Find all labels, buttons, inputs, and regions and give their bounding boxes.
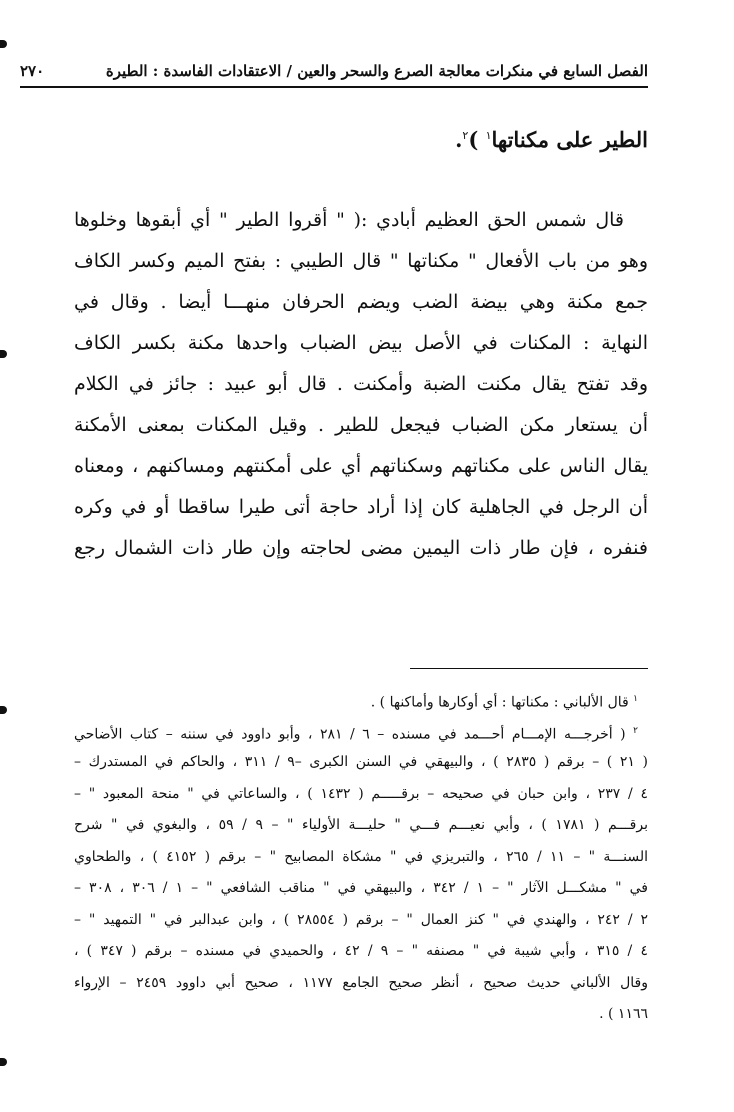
footnote-1 — [74, 684, 648, 716]
footnote-1-text: قال الألباني : مكناتها : أي أوكارها وأماكنها ) . — [370, 694, 629, 711]
footnote-2-line: برقـــم ( ١٧٨١ ) ، وأبي نعيـــم فـــي " حليـــة الأولياء " – ٩ / ٥٩ ، والبغوي في " شرح — [74, 817, 648, 833]
body-line: فنفره ، فإن طار ذات اليمين مضى لحاجته وإن طار ذات الشمال رجع — [74, 537, 648, 559]
footnote-2-marker: ٢ — [633, 725, 639, 736]
page-number: ٢٧٠ — [20, 62, 45, 80]
body-line: جمع مكنة وهي بيضة الضب ويضم الحرفان منهـــا أيضا . وقال في — [74, 291, 648, 313]
body-line: وهو من باب الأفعال " مكناتها " قال الطيبي : بفتح الميم وكسر الكاف — [74, 250, 648, 272]
scan-edge-mark — [0, 350, 7, 358]
body-line: النهاية : المكنات في الأصل بيض الضباب واحدها مكنة بكسر الكاف — [74, 332, 648, 354]
footnote-2-line: ٢ / ٢٤٢ ، والهندي في " كنز العمال " – برقم ( ٢٨٥٥٤ ) ، وابن عبدالبر في " التمهيد " – — [74, 911, 648, 928]
footnote-2-text: ( أخرجـــه الإمـــام أحـــمد في مسنده – ٦ / ٢٨١ ، وأبو داوود في سننه – كتاب الأضاحي — [74, 726, 626, 743]
scan-edge-mark — [0, 1058, 7, 1066]
footnote-separator — [410, 668, 648, 669]
footnote-ref-1: ١ — [485, 129, 492, 142]
footnote-2-line: السنـــة " – ١١ / ٢٦٥ ، والتبريزي في " مشكاة المصابيح " – برقم ( ٤١٥٢ ) ، والطحاوي — [74, 848, 648, 865]
footnote-2-line: ٤ / ٣١٥ ، وأبي شيبة في " مصنفه " – ٩ / ٤٢ ، والحميدي في مسنده – برقم ( ٣٤٧ ) ، — [74, 943, 648, 959]
scan-edge-mark — [0, 40, 7, 48]
footnote-1-marker: ١ — [633, 694, 638, 704]
footnote-2-line: في " مشكـــل الآثار " – ١ / ٣٤٢ ، والبيهقي في " مناقب الشافعي " – ١ / ٣٠٦ ، ٣٠٨ – — [74, 880, 648, 896]
body-paragraph — [74, 200, 648, 569]
lead-close-paren: ) — [468, 127, 486, 152]
body-line: أن الرجل في الجاهلية كان إذا أراد حاجة أتى طيرا ساقطا أو في وكره — [74, 496, 648, 518]
footnote-2-line — [74, 716, 648, 748]
lead-end: . — [455, 127, 463, 152]
body-line: يقال الناس على مكناتهم وسكناتهم أي على أمكنتهم ومساكنهم ، ومعناه — [74, 455, 648, 477]
body-line: قال شمس الحق العظيم أبادي :( " أقروا الطير " أي أبقوها وخلوها — [74, 209, 624, 231]
lead-text: الطير على مكناتها — [491, 127, 648, 152]
footnotes — [74, 684, 648, 1031]
footnote-2-line: ( ٢١ ) – برقم ( ٢٨٣٥ ) ، والبيهقي في السنن الكبرى –٩ / ٣١١ ، والحاكم في المستدرك – — [74, 754, 648, 770]
body-line: وقد تفتح يقال مكنت الضبة وأمكنت . قال أبو عبيد : جائز في الكلام — [74, 373, 648, 395]
running-header — [20, 52, 648, 88]
footnote-ref-2: ٢ — [462, 129, 469, 142]
body-line: أن يستعار مكن الضباب فيجعل للطير . وقيل المكنات بمعنى الأمكنة — [74, 414, 648, 436]
footnote-2-line: ٤ / ٢٣٧ ، وابن حبان في صحيحه – برقـــــم ( ١٤٣٢ ) ، والساعاتي في " منحة المعبود " – — [74, 785, 648, 802]
header-title: الفصل السابع في منكرات معالجة الصرع والسحر والعين / الاعتقادات الفاسدة : الطيرة — [105, 62, 648, 80]
scan-edge-mark — [0, 706, 7, 714]
hadith-text-ending — [60, 116, 648, 160]
footnote-2-line: وقال الألباني حديث صحيح ، أنظر صحيح الجامع ١١٧٧ ، صحيح أبي داوود ٢٤٥٩ – الإرواء — [74, 974, 648, 991]
footnote-2-line: ١١٦٦ ) . — [599, 1006, 648, 1022]
